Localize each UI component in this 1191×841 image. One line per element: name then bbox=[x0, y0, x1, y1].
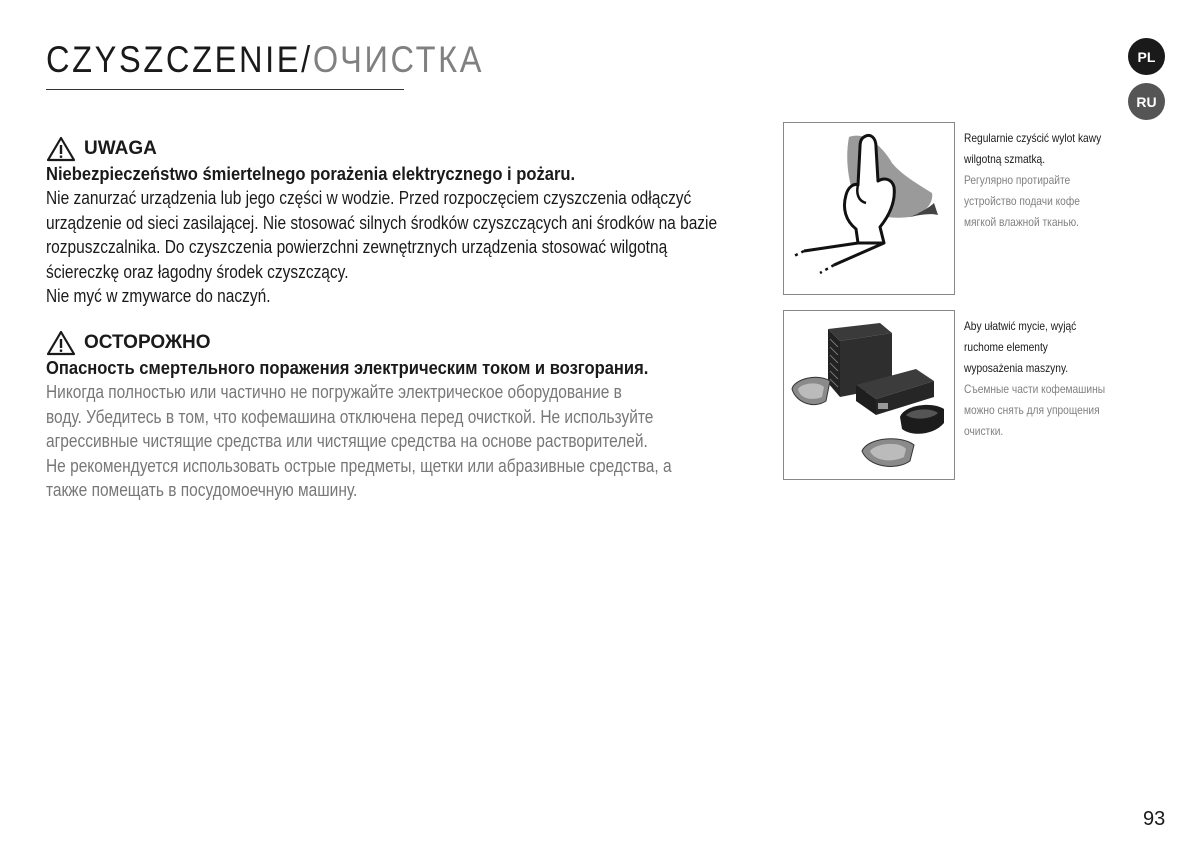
text-line: urządzenie od sieci zasilającej. Nie stosować silnych środków czyszczących ani środków na bazie bbox=[46, 212, 718, 233]
hand-wiping-illustration bbox=[784, 123, 954, 294]
warning-body-ru bbox=[46, 380, 725, 503]
text-line: воду. Убедитесь в том, что кофемашина отключена перед очисткой. Не используйте bbox=[46, 406, 654, 427]
text-line: Никогда полностью или частично не погружайте электрическое оборудование в bbox=[46, 382, 622, 402]
warning-section-ru bbox=[46, 330, 726, 503]
illustration-wipe-coffee-outlet bbox=[783, 122, 955, 295]
warning-heading-pl bbox=[46, 136, 726, 162]
text-line: агрессивные чистящие средства или чистящие средства на основе растворителей. bbox=[46, 431, 648, 451]
title-pl: CZYSZCZENIE/ bbox=[46, 39, 313, 80]
language-badge-pl: PL bbox=[1128, 38, 1165, 75]
warning-heading-ru-text: ОСТОРОЖНО bbox=[84, 332, 211, 353]
text-line: Nie zanurzać urządzenia lub jego części w wodzie. Przed rozpoczęciem czyszczenia odłączyć bbox=[46, 188, 692, 208]
caption-line: очистки. bbox=[964, 424, 1004, 438]
warning-subheading-ru: Опасность смертельного поражения электрическим током и возгорания. bbox=[46, 358, 649, 378]
caption-line: Aby ułatwić mycie, wyjąć bbox=[964, 319, 1077, 333]
text-line: rozpuszczalnika. Do czyszczenia powierzchni zewnętrznych urządzenia stosować wilgotną bbox=[46, 237, 668, 257]
warning-section-pl bbox=[46, 136, 726, 309]
figure-caption-1 bbox=[964, 128, 1109, 233]
caption-line: Regularnie czyścić wylot kawy bbox=[964, 131, 1102, 145]
warning-heading-ru bbox=[46, 330, 726, 356]
title-underline bbox=[46, 89, 404, 90]
warning-triangle-icon bbox=[46, 330, 76, 356]
text-line: Не рекомендуется использовать острые предметы, щетки или абразивные средства, а bbox=[46, 455, 672, 476]
caption-line: можно снять для упрощения bbox=[964, 403, 1100, 417]
page-number: 93 bbox=[1143, 808, 1166, 830]
warning-subheading-pl: Niebezpieczeństwo śmiertelnego porażenia elektrycznego i pożaru. bbox=[46, 164, 576, 184]
caption-line: Съемные части кофемашины bbox=[964, 382, 1106, 396]
caption-line: Регулярно протирайте bbox=[964, 173, 1071, 187]
caption-line: устройство подачи кофе bbox=[964, 194, 1080, 208]
caption-line: wilgotną szmatką. bbox=[964, 152, 1046, 166]
caption-line: wyposażenia maszyny. bbox=[964, 361, 1069, 375]
warning-body-pl bbox=[46, 186, 725, 309]
page-title bbox=[46, 38, 484, 82]
text-line: ściereczkę oraz łagodny środek czyszczący. bbox=[46, 261, 349, 282]
warning-triangle-icon bbox=[46, 136, 76, 162]
caption-line: мягкой влажной тканью. bbox=[964, 215, 1079, 229]
illustration-removable-parts bbox=[783, 310, 955, 480]
warning-heading-pl-text: UWAGA bbox=[84, 138, 157, 159]
text-line: Nie myć w zmywarce do naczyń. bbox=[46, 286, 271, 306]
removable-parts-illustration bbox=[784, 311, 954, 479]
caption-line: ruchome elementy bbox=[964, 340, 1048, 354]
figure-caption-2 bbox=[964, 316, 1109, 442]
title-ru: ОЧИСТКА bbox=[312, 39, 485, 80]
language-badge-ru: RU bbox=[1128, 83, 1165, 120]
text-line: также помещать в посудомоечную машину. bbox=[46, 480, 358, 500]
